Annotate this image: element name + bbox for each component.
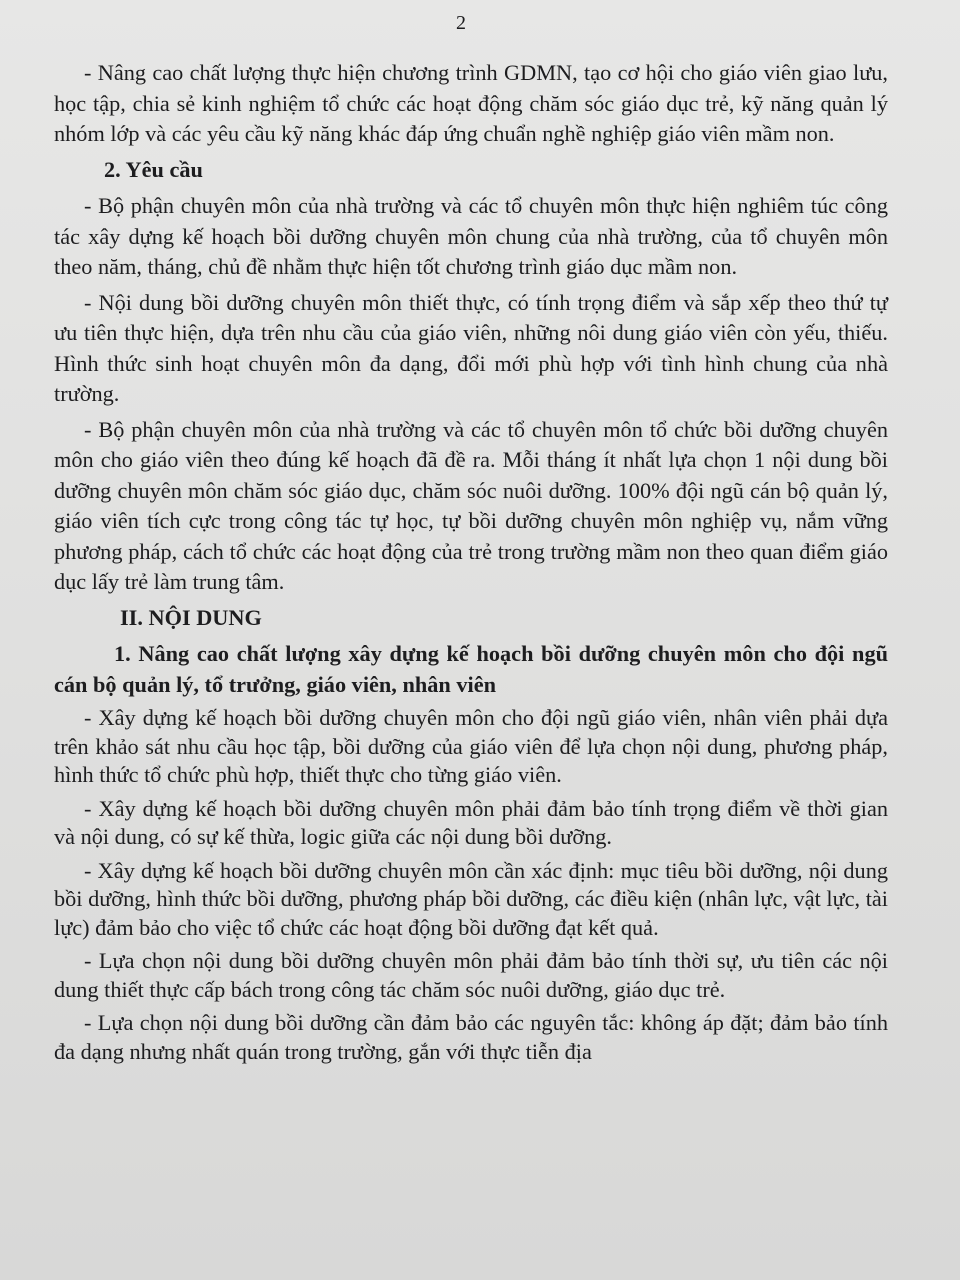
- intro-paragraph: - Nâng cao chất lượng thực hiện chương trình GDMN, tạo cơ hội cho giáo viên giao lưu, học tập, chia sẻ kinh nghiệm tổ chức các hoạt động chăm sóc giáo dục trẻ, kỹ năng quản lý nhóm lớp và các yêu cầu kỹ năng khác đáp ứng chuẩn nghề nghiệp giáo viên mầm non.: [54, 60, 888, 146]
- requirements-paragraph: - Bộ phận chuyên môn của nhà trường và các tổ chuyên môn thực hiện nghiêm túc công tác xây dựng kế hoạch bồi dưỡng chuyên môn chung của nhà trường, của tổ chuyên môn theo năm, tháng, chủ đề nhằm thực hiện tốt chương trình giáo dục mầm non.: [54, 193, 888, 279]
- content-paragraph: - Xây dựng kế hoạch bồi dưỡng chuyên môn cho đội ngũ giáo viên, nhân viên phải dựa trên khảo sát nhu cầu học tập, bồi dưỡng của giáo viên để lựa chọn nội dung, phương pháp, hình thức tổ chức phù hợp, thiết thực cho từng giáo viên.: [54, 705, 888, 787]
- requirements-paragraph: - Bộ phận chuyên môn của nhà trường và các tổ chuyên môn tổ chức bồi dưỡng chuyên môn cho giáo viên theo đúng kế hoạch đã đề ra. Mỗi tháng ít nhất lựa chọn 1 nội dung bồi dưỡng chuyên môn chăm sóc giáo dục, chăm sóc nuôi dưỡng. 100% đội ngũ cán bộ quản lý, giáo viên tích cực trong công tác tự học, tự bồi dưỡng chuyên môn nghiệp vụ, nắm vững phương pháp, cách tổ chức các hoạt động của trẻ trong trường mầm non theo quan điểm giáo dục lấy trẻ làm trung tâm.: [54, 416, 888, 594]
- heading-content: II. NỘI DUNG: [120, 604, 262, 630]
- document-body: [54, 58, 888, 1071]
- content-paragraph: - Xây dựng kế hoạch bồi dưỡng chuyên môn cần xác định: mục tiêu bồi dưỡng, nội dung bồi dưỡng, hình thức bồi dưỡng, phương pháp bồi dưỡng, các điều kiện (nhân lực, vật lực, tài lực) đảm bảo cho việc tổ chức các hoạt động bồi dưỡng đạt kết quả.: [54, 857, 888, 940]
- content-paragraph: - Xây dựng kế hoạch bồi dưỡng chuyên môn phải đảm bảo tính trọng điểm về thời gian và nội dung, có sự kế thừa, logic giữa các nội dung bồi dưỡng.: [54, 795, 888, 849]
- content-paragraphs: [54, 704, 888, 1066]
- content-paragraph: - Lựa chọn nội dung bồi dưỡng chuyên môn phải đảm bảo tính thời sự, ưu tiên các nội dung thiết thực cấp bách trong công tác chăm sóc nuôi dưỡng, giáo dục trẻ.: [54, 948, 888, 1002]
- requirements-paragraph: - Nội dung bồi dưỡng chuyên môn thiết thực, có tính trọng điểm và sắp xếp theo thứ tự ưu tiên thực hiện, dựa trên nhu cầu của giáo viên, những nôi dung giáo viên còn yếu, thiếu. Hình thức sinh hoạt chuyên môn đa dạng, đổi mới phù hợp với tình hình chung của nhà trường.: [54, 289, 888, 406]
- page-number: 2: [456, 12, 466, 34]
- subheading-planning: 1. Nâng cao chất lượng xây dựng kế hoạch bồi dưỡng chuyên môn cho đội ngũ cán bộ quản lý, tổ trưởng, giáo viên, nhân viên: [54, 641, 888, 697]
- content-paragraph: - Lựa chọn nội dung bồi dưỡng cần đảm bảo các nguyên tắc: không áp đặt; đảm bảo tính đa dạng nhưng nhất quán trong trường, gắn với thực tiễn địa: [54, 1010, 888, 1064]
- heading-requirements: 2. Yêu cầu: [104, 156, 203, 182]
